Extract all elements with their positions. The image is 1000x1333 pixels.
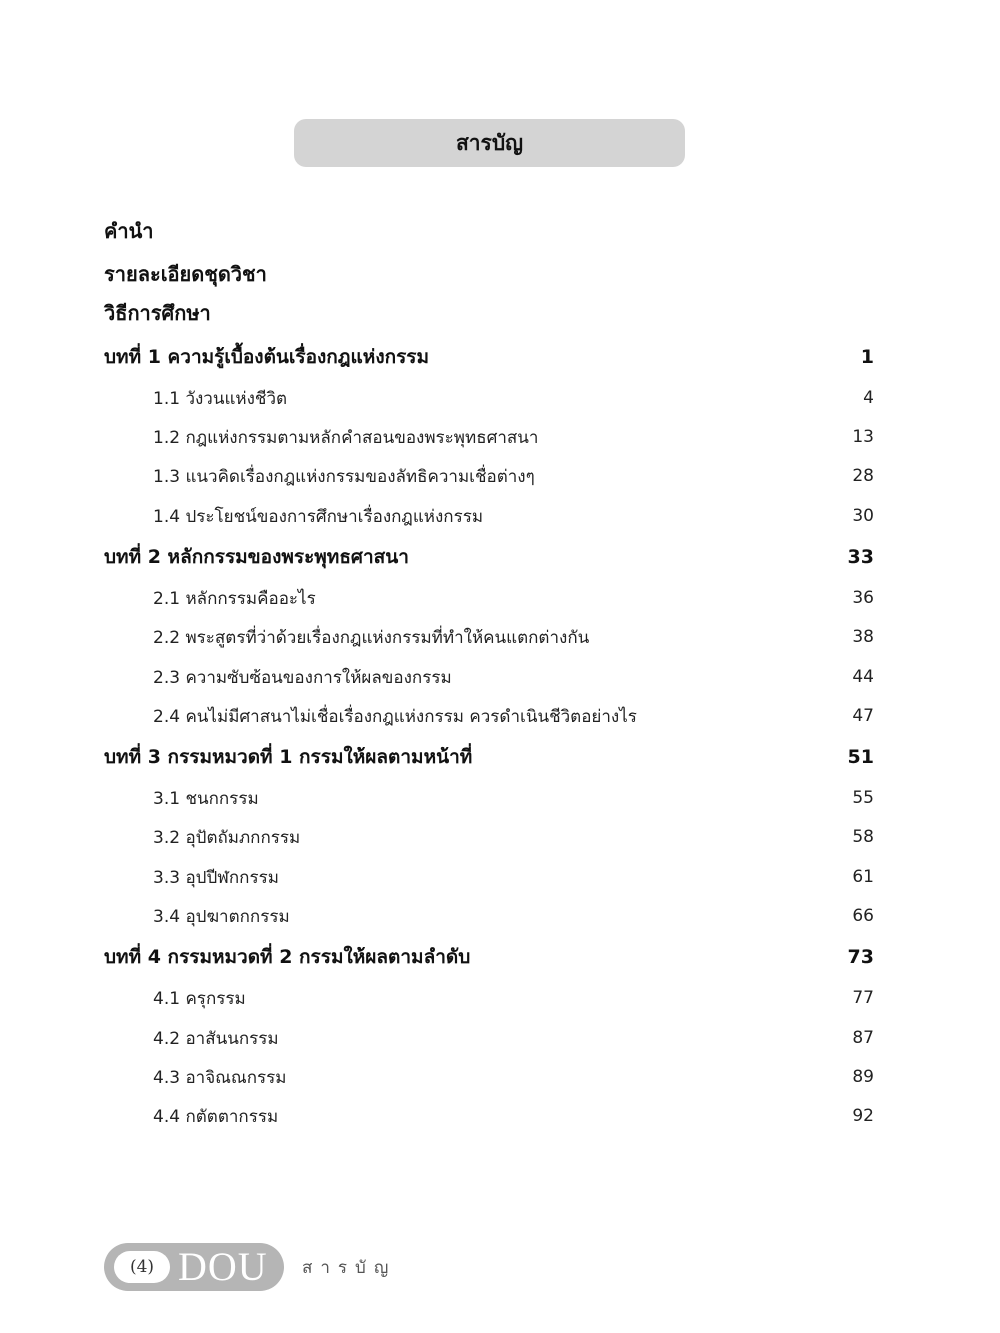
section-page: 44 <box>852 667 874 687</box>
section-label: 3.4 อุปฆาตกกรรม <box>153 906 290 927</box>
toc-section-3-2[interactable] <box>153 822 874 852</box>
toc-section-1-1[interactable] <box>153 383 874 413</box>
section-label: 1.2 กฎแห่งกรรมตามหลักคำสอนของพระพุทธศาสนา <box>153 427 539 448</box>
section-label: 1.3 แนวคิดเรื่องกฎแห่งกรรมของลัทธิความเชื่อต่างๆ <box>153 466 535 487</box>
chapter-label: บทที่ 3 กรรมหมวดที่ 1 กรรมให้ผลตามหน้าที่ <box>104 746 473 768</box>
section-label: 2.2 พระสูตรที่ว่าด้วยเรื่องกฎแห่งกรรมที่ทำให้คนแตกต่างกัน <box>153 627 590 648</box>
toc-title: สารบัญ <box>455 130 524 155</box>
section-page: 47 <box>852 706 874 726</box>
section-label: 4.4 กตัตตากรรม <box>153 1106 279 1127</box>
chapter-page: 1 <box>860 346 874 368</box>
toc-chapter-3[interactable] <box>104 742 874 772</box>
section-label: 3.3 อุปปีฬกกรรม <box>153 867 279 888</box>
section-page: 58 <box>852 827 874 847</box>
page-footer <box>104 1243 396 1291</box>
toc-section-4-2[interactable] <box>153 1023 874 1053</box>
footer-badge <box>104 1243 284 1291</box>
section-page: 13 <box>852 427 874 447</box>
toc-section-3-3[interactable] <box>153 862 874 892</box>
section-page: 4 <box>863 388 874 408</box>
section-page: 36 <box>852 588 874 608</box>
toc-section-4-4[interactable] <box>153 1101 874 1131</box>
section-label: 2.1 หลักกรรมคืออะไร <box>153 588 316 609</box>
toc-section-3-1[interactable] <box>153 783 874 813</box>
chapter-page: 73 <box>847 946 874 968</box>
footer-page-number: (4) <box>114 1251 170 1283</box>
section-page: 66 <box>852 906 874 926</box>
front-matter-study-method[interactable]: วิธีการศึกษา <box>104 301 211 325</box>
toc-section-1-3[interactable] <box>153 461 874 491</box>
chapter-page: 51 <box>847 746 874 768</box>
section-label: 1.4 ประโยชน์ของการศึกษาเรื่องกฎแห่งกรรม <box>153 506 484 527</box>
section-label: 2.3 ความซับซ้อนของการให้ผลของกรรม <box>153 667 452 688</box>
toc-section-4-3[interactable] <box>153 1062 874 1092</box>
chapter-page: 33 <box>847 546 874 568</box>
toc-section-2-4[interactable] <box>153 701 874 731</box>
toc-section-2-2[interactable] <box>153 622 874 652</box>
front-matter-foreword[interactable]: คำนำ <box>104 219 154 243</box>
toc-chapter-4[interactable] <box>104 942 874 972</box>
chapter-label: บทที่ 4 กรรมหมวดที่ 2 กรรมให้ผลตามลำดับ <box>104 946 471 968</box>
toc-chapter-2[interactable] <box>104 542 874 572</box>
dou-logo: DOU <box>178 1244 268 1289</box>
section-label: 3.2 อุปัตถัมภกกรรม <box>153 827 301 848</box>
section-label: 4.1 ครุกรรม <box>153 988 246 1009</box>
section-label: 3.1 ชนกกรรม <box>153 788 259 809</box>
toc-section-1-4[interactable] <box>153 501 874 531</box>
toc-section-1-2[interactable] <box>153 422 874 452</box>
section-label: 1.1 วังวนแห่งชีวิต <box>153 388 288 409</box>
section-page: 28 <box>852 466 874 486</box>
section-page: 61 <box>852 867 874 887</box>
chapter-label: บทที่ 1 ความรู้เบื้องต้นเรื่องกฎแห่งกรรม <box>104 346 430 368</box>
section-page: 77 <box>852 988 874 1008</box>
chapter-label: บทที่ 2 หลักกรรมของพระพุทธศาสนา <box>104 546 409 568</box>
section-page: 87 <box>852 1028 874 1048</box>
section-page: 55 <box>852 788 874 808</box>
section-label: 4.2 อาสันนกรรม <box>153 1028 279 1049</box>
section-label: 2.4 คนไม่มีศาสนาไม่เชื่อเรื่องกฎแห่งกรรม ควรดำเนินชีวิตอย่างไร <box>153 706 637 727</box>
toc-chapter-1[interactable] <box>104 342 874 372</box>
footer-section-title: สารบัญ <box>302 1257 397 1278</box>
section-page: 30 <box>852 506 874 526</box>
section-label: 4.3 อาจิณณกรรม <box>153 1067 287 1088</box>
toc-section-2-1[interactable] <box>153 583 874 613</box>
front-matter-course-details[interactable]: รายละเอียดชุดวิชา <box>104 262 267 286</box>
section-page: 92 <box>852 1106 874 1126</box>
toc-section-4-1[interactable] <box>153 983 874 1013</box>
toc-section-2-3[interactable] <box>153 662 874 692</box>
toc-title-box <box>294 119 685 167</box>
toc-section-3-4[interactable] <box>153 901 874 931</box>
section-page: 38 <box>852 627 874 647</box>
section-page: 89 <box>852 1067 874 1087</box>
